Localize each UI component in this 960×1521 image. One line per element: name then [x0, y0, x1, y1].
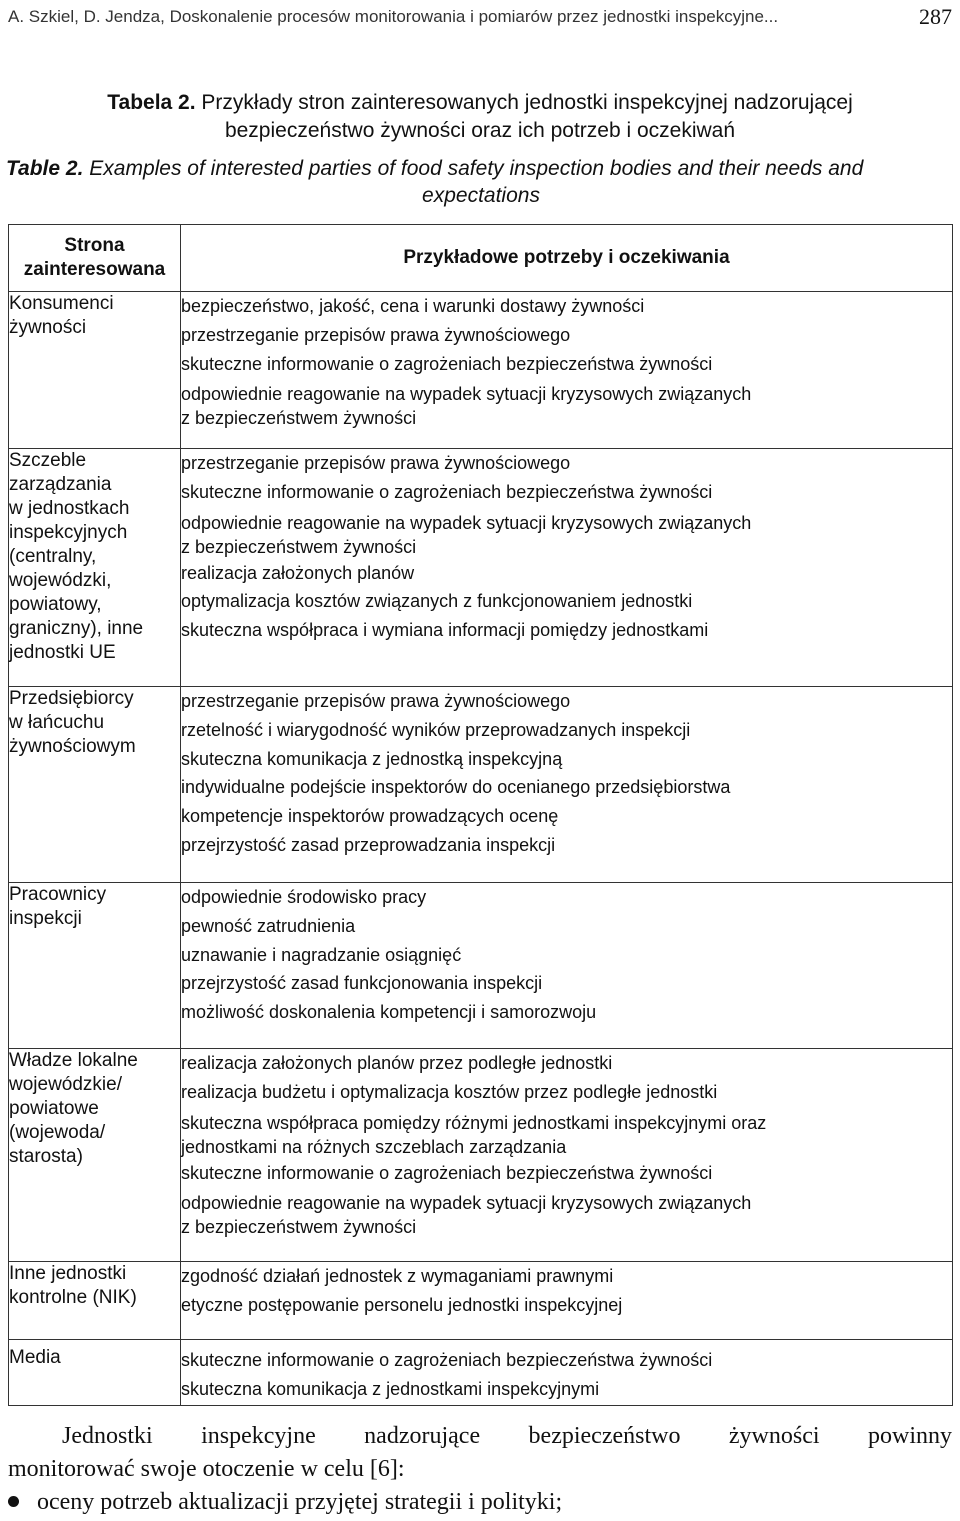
table-caption-pl-text: Przykłady stron zainteresowanych jednostki inspekcyjnej nadzorującej: [201, 91, 853, 114]
table-caption-en-line2: expectations: [422, 184, 540, 207]
needs-cell: bezpieczeństwo, jakość, cena i warunki dostawy żywności przestrzeganie przepisów prawa żywnościowego skuteczne informowanie o zagrożeniach bezpieczeństwa żywności odpowiednie reagowanie na wypadek sytuacji kryzysowych związanych z bezpieczeństwem żywności: [181, 292, 953, 449]
table-row: [9, 1340, 953, 1406]
page-number: 287: [919, 4, 952, 29]
stakeholder-cell: Konsumenci żywności: [9, 292, 181, 449]
body-paragraph: [8, 1420, 952, 1486]
stakeholder-cell: Pracownicy inspekcji: [9, 883, 181, 1049]
table-caption-pl-line2: bezpieczeństwo żywności oraz ich potrzeb i oczekiwań: [224, 119, 736, 142]
stakeholder-cell: Przedsiębiorcy w łańcuchu żywnościowym: [9, 687, 181, 883]
bullet-item: [8, 1486, 952, 1518]
stakeholder-cell: Szczeble zarządzania w jednostkach inspekcyjnych (centralny, wojewódzki, powiatowy, graniczny), inne jednostki UE: [9, 449, 181, 687]
table-row: [9, 449, 953, 687]
needs-cell: przestrzeganie przepisów prawa żywnościowego rzetelność i wiarygodność wyników przeprowadzanych inspekcji skuteczna komunikacja z jednostką inspekcyjną indywidualne podejście inspektorów do ocenianego przedsiębiorstwa kompetencje inspektorów prowadzących ocenę przejrzystość zasad przeprowadzania inspekcji: [181, 687, 953, 883]
table-caption-en-label: Table 2.: [6, 157, 84, 180]
table-header-row: [9, 225, 953, 292]
running-header-text: A. Szkiel, D. Jendza, Doskonalenie procesów monitorowania i pomiarów przez jednostki inspekcyjne...: [8, 7, 779, 26]
stakeholder-cell: Władze lokalne wojewódzkie/ powiatowe (wojewoda/ starosta): [9, 1049, 181, 1262]
running-header: [8, 4, 952, 32]
table-caption-pl-label: Tabela 2.: [107, 91, 196, 114]
stakeholders-table: [8, 224, 953, 1406]
table-row: [9, 292, 953, 449]
body-paragraph-line2: monitorować swoje otoczenie w celu [6]:: [8, 1456, 405, 1482]
stakeholder-cell: Media: [9, 1340, 181, 1406]
table-caption-pl-line1: [0, 88, 960, 117]
needs-cell: zgodność działań jednostek z wymaganiami prawnymi etyczne postępowanie personelu jednostki inspekcyjnej: [181, 1262, 953, 1340]
bullet-dot-icon: [8, 1496, 19, 1507]
body-paragraph-line1: Jednostki inspekcyjne nadzorujące bezpieczeństwo żywności powinny: [62, 1423, 952, 1449]
table-row: [9, 1262, 953, 1340]
header-stakeholder: Strona zainteresowana: [9, 225, 181, 292]
bullet-item-text: oceny potrzeb aktualizacji przyjętej strategii i polityki;: [37, 1489, 563, 1515]
stakeholder-cell: Inne jednostki kontrolne (NIK): [9, 1262, 181, 1340]
needs-cell: realizacja założonych planów przez podległe jednostki realizacja budżetu i optymalizacja kosztów przez podległe jednostki skuteczna współpraca pomiędzy różnymi jednostkami inspekcyjnymi oraz jednostkami na różnych szczeblach zarządzania skuteczne informowanie o zagrożeniach bezpieczeństwa żywności odpowiednie reagowanie na wypadek sytuacji kryzysowych związanych z bezpieczeństwem żywności: [181, 1049, 953, 1262]
table-row: [9, 883, 953, 1049]
table-row: [9, 1049, 953, 1262]
needs-cell: odpowiednie środowisko pracy pewność zatrudnienia uznawanie i nagradzanie osiągnięć przejrzystość zasad funkcjonowania inspekcji możliwość doskonalenia kompetencji i samorozwoju: [181, 883, 953, 1049]
table-caption-en-line1: [6, 155, 956, 182]
table-row: [9, 687, 953, 883]
table-caption-en-text: Examples of interested parties of food safety inspection bodies and their needs and: [89, 157, 864, 180]
header-needs: Przykładowe potrzeby i oczekiwania: [181, 225, 953, 292]
needs-cell: skuteczne informowanie o zagrożeniach bezpieczeństwa żywności skuteczna komunikacja z jednostkami inspekcyjnymi: [181, 1340, 953, 1406]
needs-cell: przestrzeganie przepisów prawa żywnościowego skuteczne informowanie o zagrożeniach bezpieczeństwa żywności odpowiednie reagowanie na wypadek sytuacji kryzysowych związanych z bezpieczeństwem żywności realizacja założonych planów optymalizacja kosztów związanych z funkcjonowaniem jednostki skuteczna współpraca i wymiana informacji pomiędzy jednostkami: [181, 449, 953, 687]
